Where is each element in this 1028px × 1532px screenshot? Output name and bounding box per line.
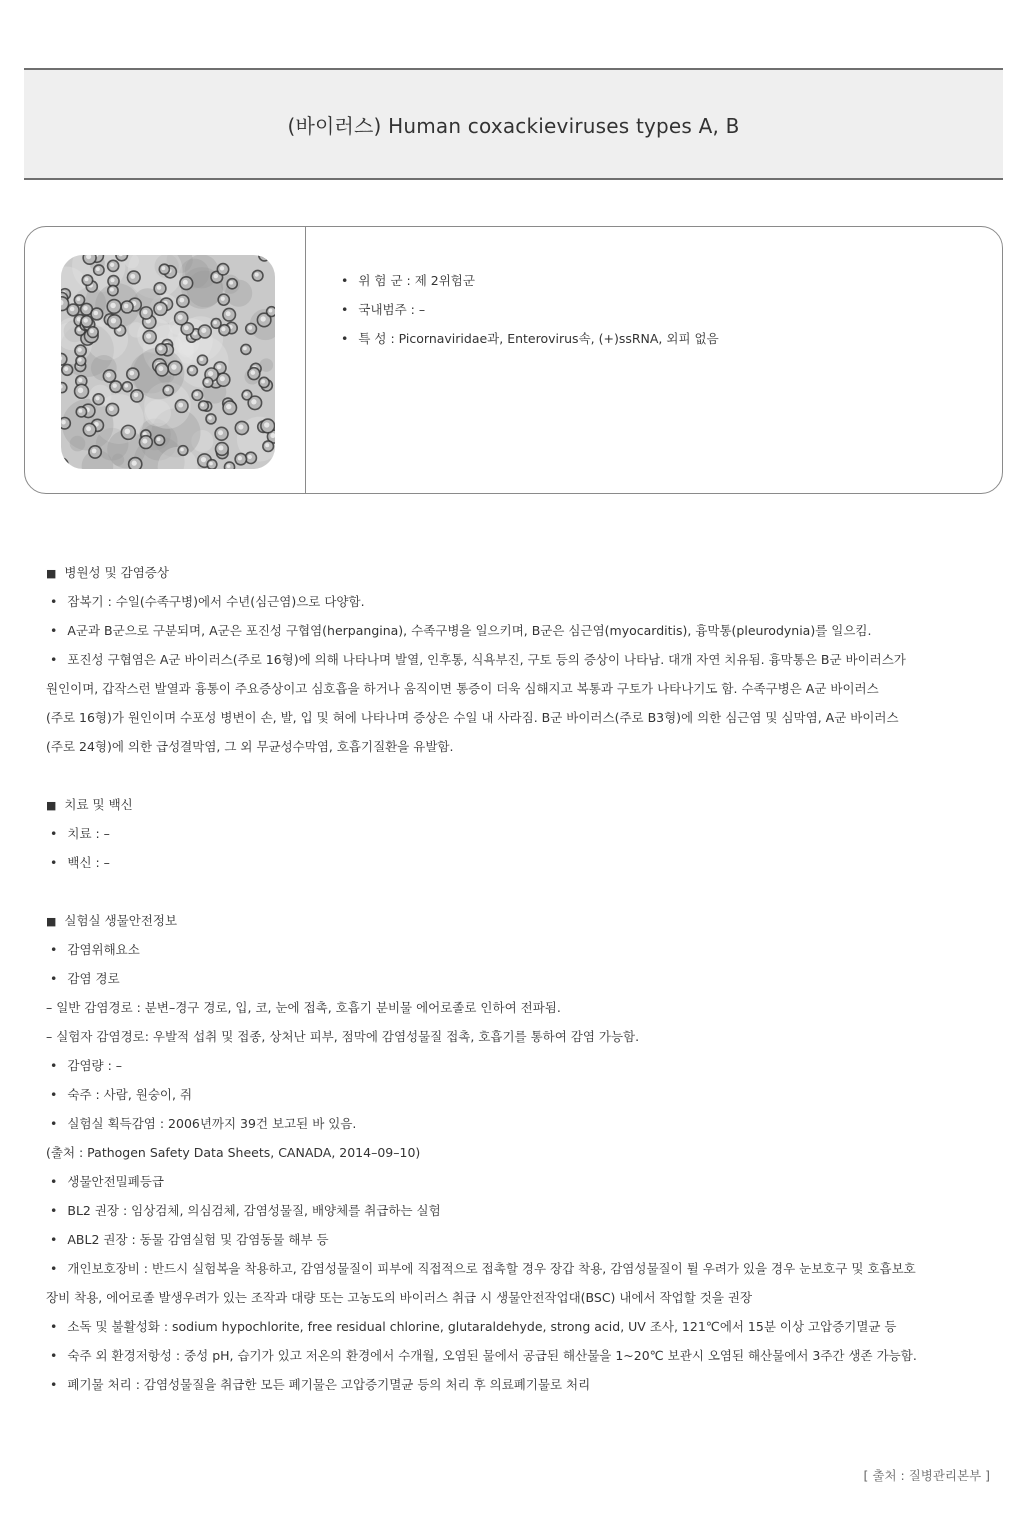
biosafety-line: • 개인보호장비 : 반드시 실험복을 착용하고, 감염성물질이 피부에 직접적으로 접촉할 경우 장갑 착용, 감염성물질이 튈 우려가 있을 경우 눈보호구 및 호흡보호	[46, 1254, 996, 1283]
card-divider	[305, 227, 306, 493]
overview-risk-group: • 위 험 군 : 제 2위험군	[341, 273, 719, 302]
overview-characteristics: • 특 성 : Picornaviridae과, Enterovirus속, (+)ssRNA, 외피 없음	[341, 331, 719, 360]
section-heading-biosafety: ■ 실험실 생물안전정보	[46, 906, 996, 935]
treatment-line: • 치료 : –	[46, 819, 996, 848]
virus-micrograph	[61, 255, 275, 469]
biosafety-line: • 숙주 : 사람, 원숭이, 쥐	[46, 1080, 996, 1109]
biosafety-line: • 실험실 획득감염 : 2006년까지 39건 보고된 바 있음.	[46, 1109, 996, 1138]
pathogenicity-line: • 잠복기 : 수일(수족구병)에서 수년(심근염)으로 다양함.	[46, 587, 996, 616]
pathogenicity-line: • A군과 B군으로 구분되며, A군은 포진성 구협염(herpangina), 수족구병을 일으키며, B군은 심근염(myocarditis), 흉막통(pleurodynia)를 일으킴.	[46, 616, 996, 645]
pathogenicity-line: • 포진성 구협염은 A군 바이러스(주로 16형)에 의해 나타나며 발열, 인후통, 식욕부진, 구토 등의 증상이 나타남. 대개 자연 치유됨. 흉막통은 B군 바이러스가	[46, 645, 996, 674]
pathogenicity-line: 원인이며, 갑작스런 발열과 흉통이 주요증상이고 심호흡을 하거나 움직이면 통증이 더욱 심해지고 복통과 구토가 나타나기도 함. 수족구병은 A군 바이러스	[46, 681, 879, 696]
biosafety-line: • 감염량 : –	[46, 1051, 996, 1080]
spacer	[46, 761, 996, 790]
biosafety-line: – 일반 감염경로 : 분변–경구 경로, 입, 코, 눈에 접촉, 호흡기 분비물 에어로졸로 인하여 전파됨.	[46, 1000, 561, 1015]
pathogenicity-line: (주로 16형)가 원인이며 수포성 병변이 손, 발, 입 및 혀에 나타나며 증상은 수일 내 사라짐. B군 바이러스(주로 B3형)에 의한 심근염 및 심막염, A군 바이러스	[46, 710, 899, 725]
biosafety-line: • 감염위해요소	[46, 935, 996, 964]
biosafety-line: 장비 착용, 에어로졸 발생우려가 있는 조작과 대량 또는 고농도의 바이러스 취급 시 생물안전작업대(BSC) 내에서 작업할 것을 권장	[46, 1290, 753, 1305]
section-heading-treatment: ■ 치료 및 백신	[46, 790, 996, 819]
spacer	[46, 877, 996, 906]
biosafety-line: • 감염 경로	[46, 964, 996, 993]
biosafety-line: – 실험자 감염경로: 우발적 섭취 및 접종, 상처난 피부, 점막에 감염성물질 접촉, 호흡기를 통하여 감염 가능함.	[46, 1029, 640, 1044]
vaccine-line: • 백신 : –	[46, 848, 996, 877]
overview-card	[24, 226, 1003, 494]
biosafety-line: • BL2 권장 : 임상검체, 의심검체, 감염성물질, 배양체를 취급하는 실험	[46, 1196, 996, 1225]
biosafety-line: • 숙주 외 환경저항성 : 중성 pH, 습기가 있고 저온의 환경에서 수개월, 오염된 물에서 공급된 해산물을 1~20℃ 보관시 오염된 해산물에서 3주간 생존 가능함.	[46, 1341, 996, 1370]
page-title: (바이러스) Human coxackieviruses types A, B	[287, 113, 740, 138]
source-note: [ 출처 : 질병관리본부 ]	[863, 1468, 990, 1483]
overview-domestic-category: • 국내범주 : –	[341, 302, 719, 331]
biosafety-line: • 소독 및 불활성화 : sodium hypochlorite, free residual chlorine, glutaraldehyde, strong acid, UV 조사, 121℃에서 15분 이상 고압증기멸균 등	[46, 1312, 996, 1341]
title-band	[24, 68, 1003, 180]
content-body	[46, 558, 996, 1399]
biosafety-line: • 생물안전밀폐등급	[46, 1167, 996, 1196]
section-heading-pathogenicity: ■ 병원성 및 감염증상	[46, 558, 996, 587]
biosafety-line: (출처 : Pathogen Safety Data Sheets, CANADA, 2014–09–10)	[46, 1145, 421, 1160]
biosafety-line: • 폐기물 처리 : 감염성물질을 취급한 모든 폐기물은 고압증기멸균 등의 처리 후 의료폐기물로 처리	[46, 1370, 996, 1399]
biosafety-line: • ABL2 권장 : 동물 감염실험 및 감염동물 해부 등	[46, 1225, 996, 1254]
pathogenicity-line: (주로 24형)에 의한 급성결막염, 그 외 무균성수막염, 호흡기질환을 유발함.	[46, 739, 454, 754]
overview-list	[341, 273, 719, 360]
